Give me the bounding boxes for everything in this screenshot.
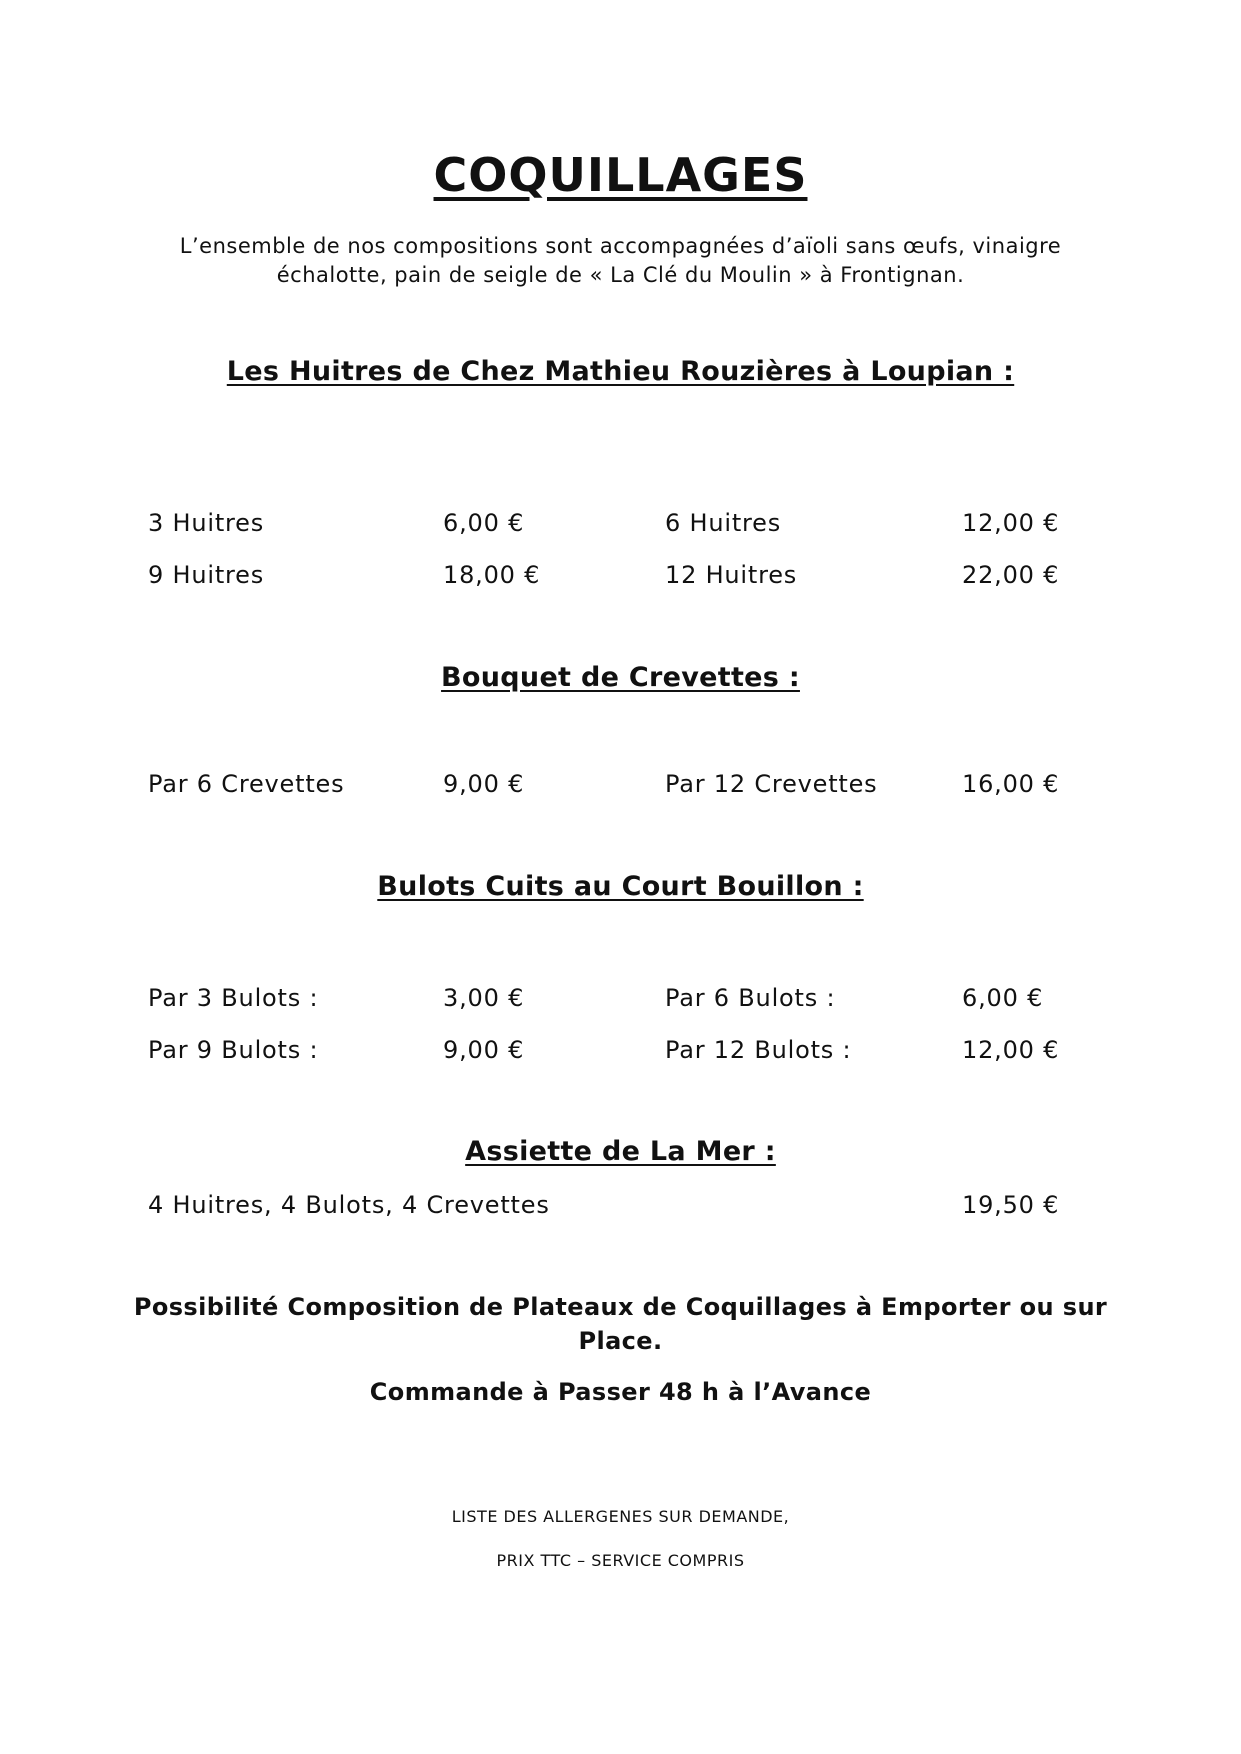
intro-text <box>0 232 1241 290</box>
item-price: 18,00 € <box>443 561 541 589</box>
plateaux-note <box>0 1290 1241 1358</box>
item-price: 6,00 € <box>443 509 525 537</box>
item-price: 22,00 € <box>962 561 1060 589</box>
item-price: 16,00 € <box>962 770 1060 798</box>
plateaux-note-line-2: Place. <box>578 1327 663 1355</box>
item-label: Par 12 Crevettes <box>665 770 878 798</box>
item-price: 12,00 € <box>962 1036 1060 1064</box>
item-price: 9,00 € <box>443 1036 525 1064</box>
item-label: 9 Huitres <box>148 561 265 589</box>
item-label: 4 Huitres, 4 Bulots, 4 Crevettes <box>148 1191 550 1219</box>
section-heading-crevettes: Bouquet de Crevettes : <box>441 662 800 693</box>
item-price: 19,50 € <box>962 1191 1060 1219</box>
section-heading-assiette: Assiette de La Mer : <box>465 1136 776 1167</box>
prix-note: PRIX TTC – SERVICE COMPRIS <box>496 1551 745 1570</box>
intro-line-1: L’ensemble de nos compositions sont accompagnées d’aïoli sans œufs, vinaigre <box>179 234 1062 258</box>
item-label: Par 3 Bulots : <box>148 984 319 1012</box>
item-price: 3,00 € <box>443 984 525 1012</box>
item-label: Par 6 Crevettes <box>148 770 345 798</box>
plateaux-note-line-1: Possibilité Composition de Plateaux de Coquillages à Emporter ou sur <box>133 1293 1108 1321</box>
item-price: 12,00 € <box>962 509 1060 537</box>
item-label: 12 Huitres <box>665 561 798 589</box>
item-label: 6 Huitres <box>665 509 782 537</box>
section-heading-bulots: Bulots Cuits au Court Bouillon : <box>377 871 864 902</box>
item-label: Par 9 Bulots : <box>148 1036 319 1064</box>
section-heading-huitres: Les Huitres de Chez Mathieu Rouzières à Loupian : <box>226 356 1015 387</box>
page-title: COQUILLAGES <box>433 148 808 202</box>
item-label: 3 Huitres <box>148 509 265 537</box>
item-price: 6,00 € <box>962 984 1044 1012</box>
commande-note: Commande à Passer 48 h à l’Avance <box>369 1378 872 1406</box>
item-label: Par 12 Bulots : <box>665 1036 852 1064</box>
item-label: Par 6 Bulots : <box>665 984 836 1012</box>
allergenes-note: LISTE DES ALLERGENES SUR DEMANDE, <box>451 1507 790 1526</box>
item-price: 9,00 € <box>443 770 525 798</box>
intro-line-2: échalotte, pain de seigle de « La Clé du Moulin » à Frontignan. <box>276 263 965 287</box>
